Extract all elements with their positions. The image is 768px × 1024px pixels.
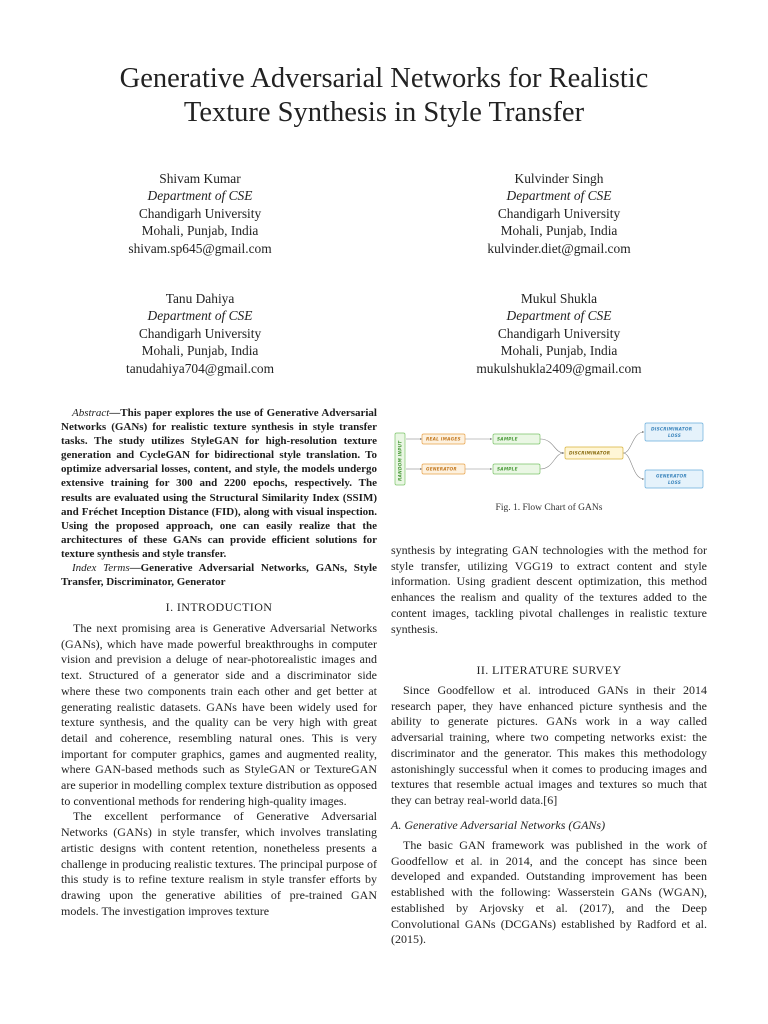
index-terms-label: Index Terms <box>72 562 130 575</box>
title-line-2: Texture Synthesis in Style Transfer <box>183 97 585 128</box>
author-email[interactable]: tanudahiya704@gmail.com <box>125 360 275 376</box>
index-terms-text: —Generative Adversarial Networks, GANs, Style Transfer, Discriminator, Generator <box>61 562 377 589</box>
author-dept: Department of CSE <box>147 308 253 324</box>
gans-paragraph-1: The basic GAN framework was published in the work of Goodfellow et al. in 2014, and the concept has since been developed and expanded. Outstanding improvement has been established with the following: Wasserstein GANs (WGAN), established by Arjovsky et al. (2017), and the Deep Convolutional GANs (DCGANs) established by Radford et al. (2015). <box>391 838 707 947</box>
author-org: Chandigarh University <box>138 205 262 221</box>
index-terms <box>61 561 377 589</box>
author-location: Mohali, Punjab, India <box>500 223 618 239</box>
node-random-input-label: RANDOM INPUT <box>398 440 404 481</box>
abstract-text: —This paper explores the use of Generative Adversarial Networks (GANs) for realistic texture synthesis in style transfer tasks. The study utilizes StyleGAN for high-resolution texture generation and CycleGAN for bidirectional style translation. To optimize adversarial losses, content, and style, the models undergo extensive training for 300 and 2200 epochs, respectively. The results are evaluated using the Structural Similarity Index (SSIM) and Fréchet Inception Distance (FID), along with visual inspection. Using the proposed approach, one can easily realize that the architectures of these GANs can provide efficient solutions for texture synthesis and style transfer. <box>61 407 377 560</box>
author-location: Mohali, Punjab, India <box>141 223 259 239</box>
abstract <box>61 406 377 589</box>
author-name: Mukul Shukla <box>520 291 598 306</box>
node-real-images-label: REAL IMAGES <box>426 437 461 443</box>
literature-paragraph-1: Since Goodfellow et al. introduced GANs in their 2014 research paper, they have enhanced picture synthesis and the ability to generate pictures. GANs work in a way called adversarial training, where two competing networks exist: the discriminator and the generator. This makes this methodology astonishingly successful when it comes to producing images and textures that resemble actual images and textures so much that they can betray real-world data.[6] <box>391 683 707 807</box>
node-discriminator-label: DISCRIMINATOR <box>569 451 611 457</box>
author-block-4 <box>429 290 689 377</box>
abstract-paragraph <box>61 406 377 561</box>
author-name: Kulvinder Singh <box>514 171 604 186</box>
figure-caption: Fig. 1. Flow Chart of GANs <box>495 503 603 513</box>
author-location: Mohali, Punjab, India <box>500 343 618 359</box>
section-heading-literature-survey: II. LITERATURE SURVEY <box>476 663 622 677</box>
introduction-body <box>61 621 377 919</box>
subsection-heading-gans: A. Generative Adversarial Networks (GANs) <box>391 818 606 832</box>
section-heading-introduction: I. INTRODUCTION <box>165 600 273 614</box>
paper-title <box>40 62 728 130</box>
node-sample-real-label: SAMPLE <box>497 437 518 443</box>
node-sample-generated-label: SAMPLE <box>497 467 518 473</box>
node-generator-loss-label-2: LOSS <box>668 481 682 486</box>
title-line-1: Generative Adversarial Networks for Realistic <box>119 63 649 94</box>
author-dept: Department of CSE <box>506 188 612 204</box>
intro-paragraph-2: The excellent performance of Generative Adversarial Networks (GANs) in style transfer, which involves translating artistic designs with content retention, nonetheless presents a challenge in producing realistic textures. The principal purpose of this study is to refine texture realism in style transfer efforts by drawing upon the generative abilities of pre-trained GAN models. The investigation improves texture <box>61 809 378 918</box>
node-generator-loss-label-1: GENERATOR <box>656 474 687 480</box>
introduction-continued <box>391 543 707 637</box>
author-block-3 <box>70 290 330 377</box>
subsection-gans-body <box>391 838 707 948</box>
intro-continued-paragraph: synthesis by integrating GAN technologies with the method for style transfer, utilizing VGG19 to extract content and style information. Using gradient descent optimization, this method enhances the realism and quality of the textures added to the content images, tackling pivotal challenges in realistic texture synthesis. <box>391 543 707 636</box>
author-dept: Department of CSE <box>506 308 612 324</box>
abstract-label: Abstract <box>72 407 110 419</box>
node-generator-label: GENERATOR <box>426 467 457 473</box>
gan-flow-chart <box>392 419 708 497</box>
author-email[interactable]: shivam.sp645@gmail.com <box>128 240 272 256</box>
author-org: Chandigarh University <box>497 325 621 341</box>
author-org: Chandigarh University <box>138 325 262 341</box>
author-dept: Department of CSE <box>147 188 253 204</box>
author-email[interactable]: kulvinder.diet@gmail.com <box>487 240 631 256</box>
intro-paragraph-1: The next promising area is Generative Adversarial Networks (GANs), which have made powerful breakthroughs in computer vision and prevision a deluge of near-photorealistic images and text. Structured of a generator side and a discriminator side where these two components train each other and get better at generating realistic datasets. GANs have been widely used for texture synthesis, and the quality can be very high with great detail and coherence, resembling natural ones. This is very important for computer graphics, games and augmented reality, where GAN-based methods such as StyleGAN or TextureGAN are superior in modelling complex texture distribution as opposed to conventional methods for rendering high-quality images. <box>61 621 377 808</box>
node-discriminator-loss-label-1: DISCRIMINATOR <box>651 427 693 433</box>
node-discriminator-loss-label-2: LOSS <box>668 434 682 439</box>
author-block-1 <box>70 170 330 257</box>
author-org: Chandigarh University <box>497 205 621 221</box>
author-name: Shivam Kumar <box>159 171 241 186</box>
author-block-2 <box>429 170 689 257</box>
literature-survey-body <box>391 683 707 809</box>
author-email[interactable]: mukulshukla2409@gmail.com <box>476 360 642 376</box>
author-name: Tanu Dahiya <box>165 291 235 306</box>
author-location: Mohali, Punjab, India <box>141 343 259 359</box>
